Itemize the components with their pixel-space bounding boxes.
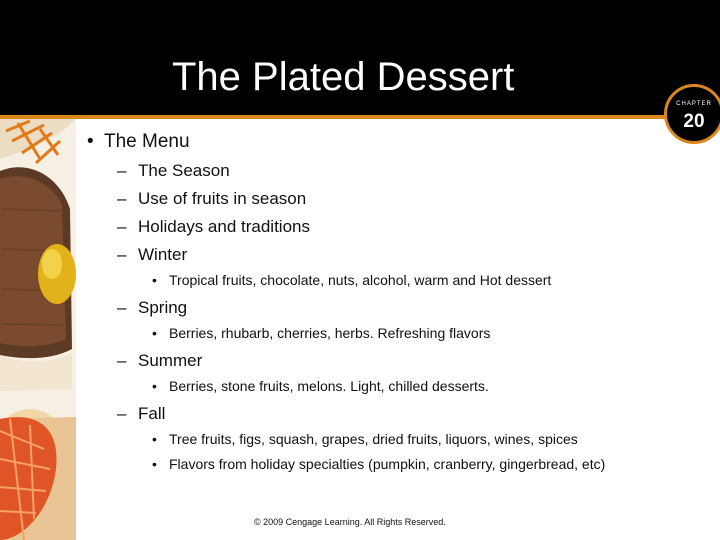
copyright-footer: © 2009 Cengage Learning. All Rights Reserved. [254,517,446,527]
list-item-spring: Spring [138,298,188,317]
dash-marker: – [117,298,127,317]
bullet-marker: • [87,131,94,152]
dash-marker: – [117,189,127,208]
chapter-label: CHAPTER [676,101,712,107]
summer-detail: Berries, stone fruits, melons. Light, chilled desserts. [169,378,489,394]
bullet-marker: • [152,431,157,447]
winter-detail: Tropical fruits, chocolate, nuts, alcohol, warm and Hot dessert [169,272,552,288]
chapter-badge [664,84,720,144]
bullet-the-menu: The Menu [104,131,190,152]
dessert-photo [0,119,76,540]
spring-detail: Berries, rhubarb, cherries, herbs. Refreshing flavors [169,325,491,341]
list-item: Winter [138,245,188,264]
fall-detail: Flavors from holiday specialties (pumpkin, cranberry, gingerbread, etc) [169,456,606,472]
list-item-fall: Fall [138,404,166,423]
fall-detail: Tree fruits, figs, squash, grapes, dried fruits, liquors, wines, spices [169,431,578,447]
dash-marker: – [117,217,127,236]
dash-marker: – [117,161,127,180]
list-item-summer: Summer [138,351,203,370]
bullet-marker: • [152,272,157,288]
dash-marker: – [117,404,127,423]
bullet-marker: • [152,378,157,394]
dash-marker: – [117,351,127,370]
slide-title: The Plated Dessert [172,55,515,99]
bullet-marker: • [152,456,157,472]
bullet-marker: • [152,325,157,341]
list-item: Holidays and traditions [138,217,310,236]
list-item: The Season [138,161,230,180]
accent-divider [0,115,690,119]
dash-marker: – [117,245,127,264]
chapter-number: 20 [683,111,705,132]
list-item: Use of fruits in season [138,189,307,208]
